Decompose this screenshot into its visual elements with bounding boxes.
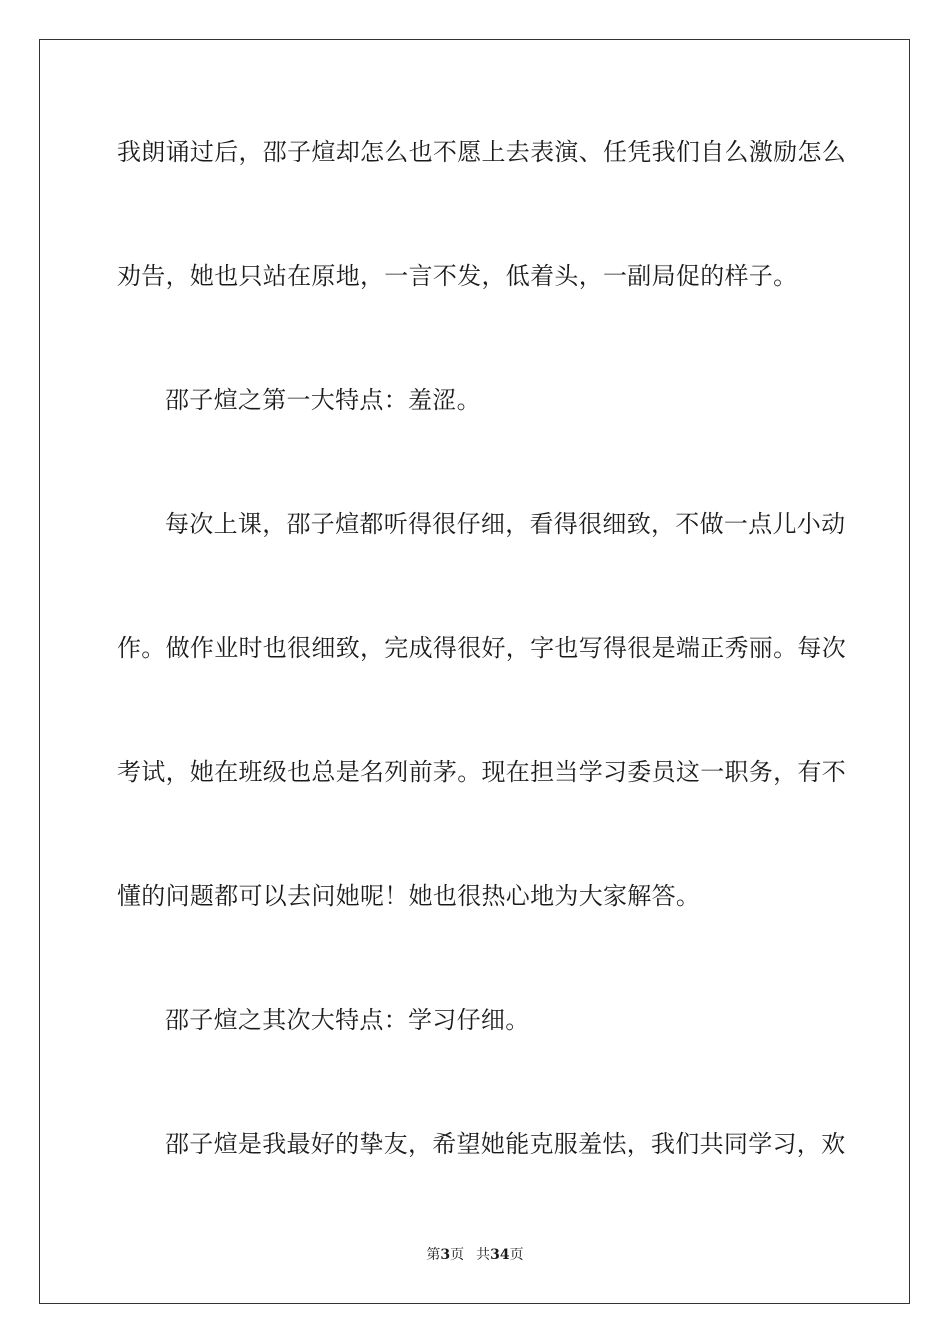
section-heading-2: 邵子煊之其次大特点：学习仔细。 bbox=[165, 1006, 530, 1034]
total-pages: 34 bbox=[490, 1247, 510, 1263]
body-line-7: 邵子煊是我最好的挚友，希望她能克服羞怯，我们共同学习，欢 bbox=[165, 1130, 846, 1158]
body-line-4: 作。做作业时也很细致，完成得很好，字也写得很是端正秀丽。每次 bbox=[117, 634, 846, 662]
body-line-5: 考试，她在班级也总是名列前茅。现在担当学习委员这一职务，有不 bbox=[117, 758, 846, 786]
total-suffix: 页 bbox=[509, 1247, 524, 1263]
body-line-2: 劝告，她也只站在原地，一言不发，低着头，一副局促的样子。 bbox=[117, 262, 798, 290]
body-line-1: 我朗诵过后，邵子煊却怎么也不愿上去表演、任凭我们自么激励怎么 bbox=[117, 138, 846, 166]
total-prefix: 共 bbox=[476, 1247, 491, 1263]
page-suffix: 页 bbox=[450, 1247, 465, 1263]
body-line-6: 懂的问题都可以去问她呢！她也很热心地为大家解答。 bbox=[117, 882, 701, 910]
page-number: 3 bbox=[440, 1247, 451, 1263]
page-prefix: 第 bbox=[426, 1247, 441, 1263]
page-frame bbox=[39, 39, 910, 1304]
section-heading-1: 邵子煊之第一大特点：羞涩。 bbox=[165, 386, 481, 414]
page-footer bbox=[0, 1246, 950, 1264]
body-line-3: 每次上课，邵子煊都听得很仔细，看得很细致，不做一点儿小动 bbox=[165, 510, 846, 538]
